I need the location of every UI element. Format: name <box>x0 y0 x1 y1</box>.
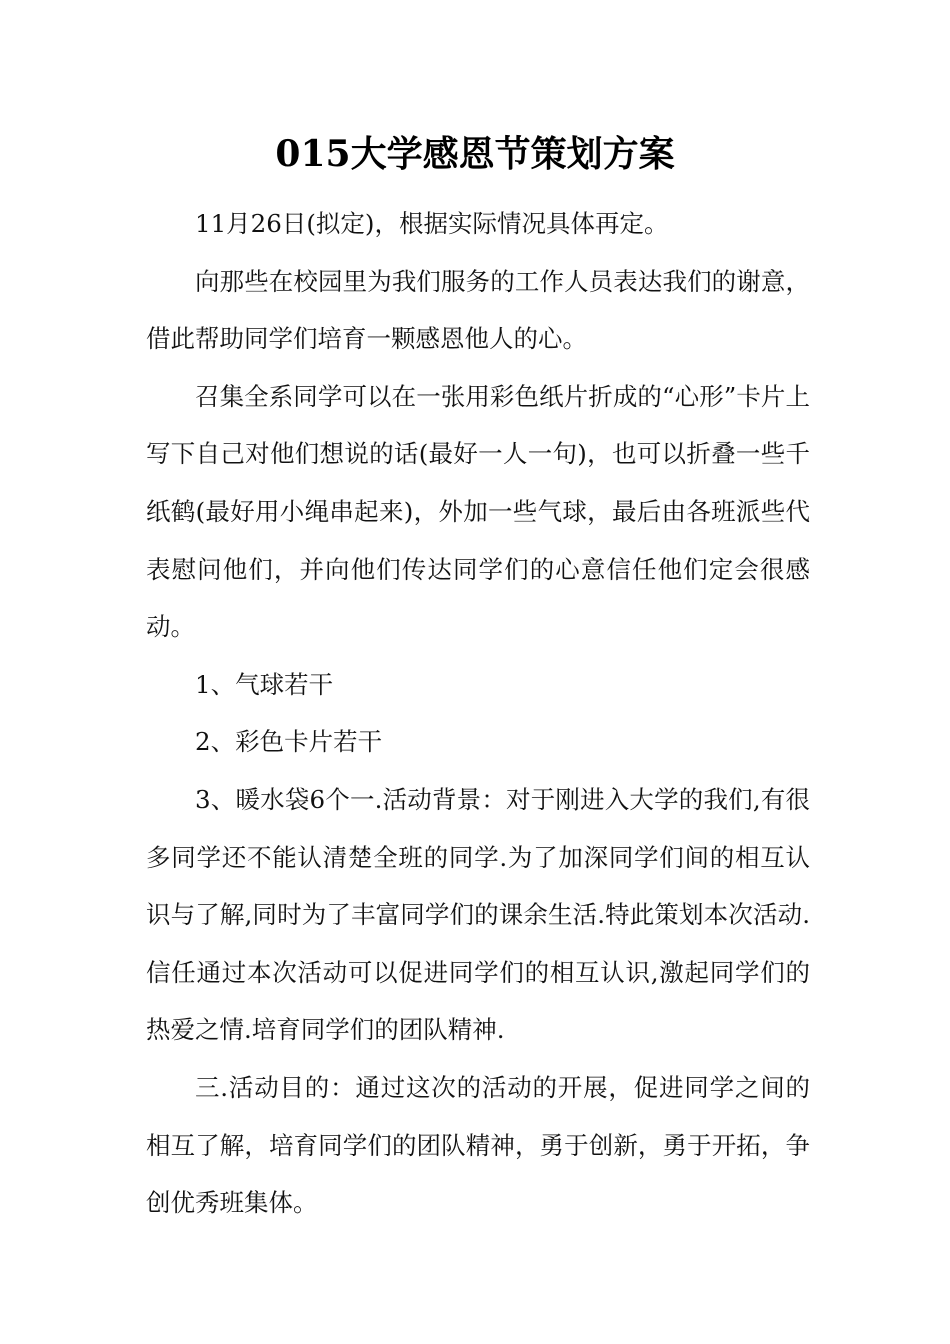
paragraph-date: 11月26日(拟定)，根据实际情况具体再定。 <box>195 209 669 238</box>
document-title: 015大学感恩节策划方案 <box>275 133 675 175</box>
paragraph-background: 3、暖水袋6个一.活动背景：对于刚进入大学的我们,有很多同学还不能认清楚全班的同学.为了加深同学们间的相互认识与了解,同时为了丰富同学们的课余生活.特此策划本次活动.信任通过本次活动可以促进同学们的相互认识,激起同学们的热爱之情.培育同学们的团队精神. <box>146 784 810 1045</box>
paragraph-activity: 召集全系同学可以在一张用彩色纸片折成的“心形”卡片上写下自己对他们想说的话(最好一人一句)，也可以折叠一些千纸鹤(最好用小绳串起来)，外加一些气球，最后由各班派些代表慰问他们，并向他们传达同学们的心意信任他们定会很感动。 <box>146 381 810 642</box>
document-body <box>146 195 810 1232</box>
list-item-cards: 2、彩色卡片若干 <box>195 727 383 757</box>
paragraph-goals: 三.活动目的：通过这次的活动的开展，促进同学之间的相互了解，培育同学们的团队精神，勇于创新，勇于开拓，争创优秀班集体。 <box>146 1072 810 1218</box>
paragraph-purpose: 向那些在校园里为我们服务的工作人员表达我们的谢意，借此帮助同学们培育一颗感恩他人的心。 <box>146 266 810 354</box>
list-item-balloons: 1、气球若干 <box>195 669 334 699</box>
